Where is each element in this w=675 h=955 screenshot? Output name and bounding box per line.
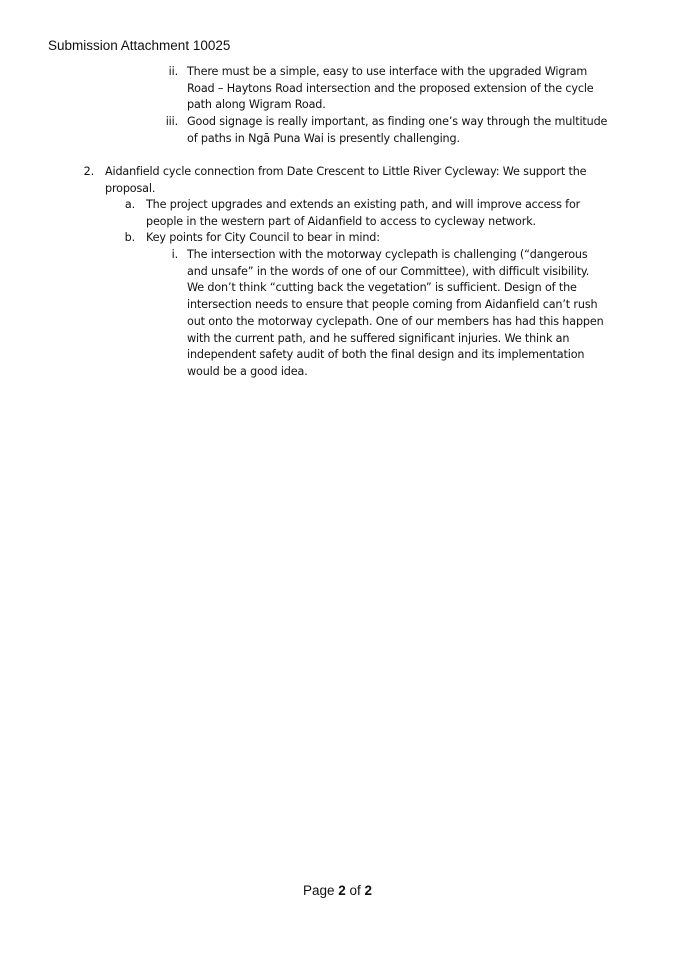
text-line: path along Wigram Road. [187, 98, 326, 112]
text-line: of paths in Ngā Puna Wai is presently challenging. [187, 131, 460, 145]
list-marker: ii. [168, 65, 178, 78]
text-line: intersection needs to ensure that people coming from Aidanfield can’t rush [187, 298, 598, 312]
list-marker: i. [171, 248, 178, 261]
page-header: Submission Attachment 10025 [48, 38, 231, 53]
list-marker: iii. [165, 115, 178, 128]
text-line: Good signage is really important, as finding one’s way through the multitude [187, 115, 608, 128]
list-marker: a. [124, 198, 135, 211]
text-line: would be a good idea. [187, 364, 308, 378]
text-line: We don’t think “cutting back the vegetation” is sufficient. Design of the [187, 281, 577, 295]
text-line: and unsafe” in the words of one of our Committee), with difficult visibility. [187, 264, 590, 278]
list-marker: 2. [83, 165, 94, 178]
page-word: Page [302, 883, 335, 898]
text-line: Road – Haytons Road intersection and the proposed extension of the cycle [187, 81, 594, 95]
total-pages-number: 2 [364, 883, 373, 898]
text-line: proposal. [105, 181, 156, 195]
list-marker: b. [124, 231, 135, 244]
page-footer [0, 883, 675, 898]
text-line: The project upgrades and extends an existing path, and will improve access for [146, 198, 581, 211]
current-page-number: 2 [338, 883, 346, 898]
of-word: of [349, 883, 361, 898]
text-line: independent safety audit of both the final design and its implementation [187, 348, 585, 362]
text-line: Aidanfield cycle connection from Date Crescent to Little River Cycleway: We support the [105, 165, 587, 178]
text-line: people in the western part of Aidanfield to access to cycleway network. [146, 214, 536, 228]
text-line: with the current path, and he suffered significant injuries. We think an [187, 331, 570, 345]
text-line: Key points for City Council to bear in mind: [146, 231, 380, 244]
text-line: out onto the motorway cyclepath. One of our members has had this happen [187, 314, 604, 328]
text-line: The intersection with the motorway cyclepath is challenging (“dangerous [187, 248, 588, 261]
text-line: There must be a simple, easy to use interface with the upgraded Wigram [187, 65, 588, 78]
